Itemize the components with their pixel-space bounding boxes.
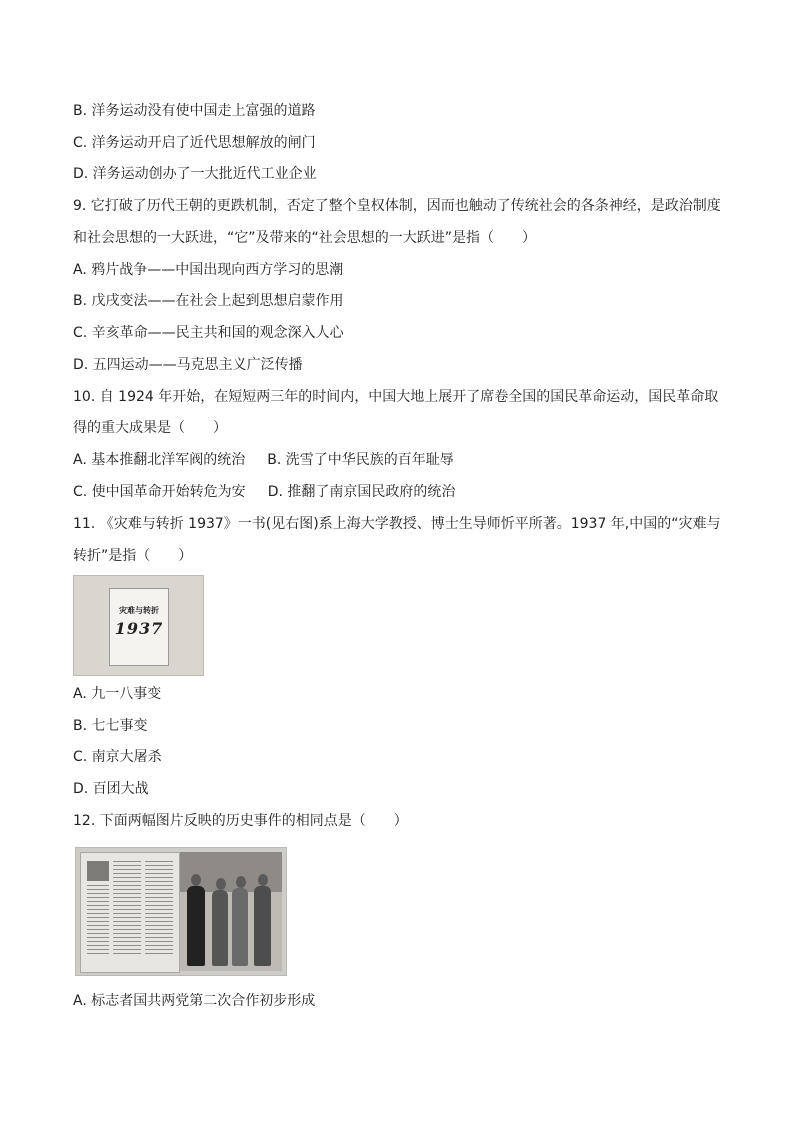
book-title: 灾难与转折 [119,605,159,615]
q9-stem-line2: 和社会思想的一大跃进，“它”及带来的“社会思想的一大跃进”是指（ ） [73,230,537,246]
q11-option-b: B. 七七事变 [73,718,148,734]
q9-option-c: C. 辛亥革命——民主共和国的观念深入人心 [73,325,344,341]
q11-option-d: D. 百团大战 [73,781,149,797]
q10-stem-line2: 得的重大成果是（ ） [73,420,227,436]
book-cover [109,588,169,666]
q10-option-d: D. 推翻了南京国民政府的统治 [267,484,456,500]
q8-option-c: C. 洋务运动开启了近代思想解放的闸门 [73,135,316,151]
q12-option-a: A. 标志者国共两党第二次合作初步形成 [73,993,316,1009]
q10-options-row1 [73,452,454,468]
q12-photos [75,847,287,976]
newspaper-photo [80,852,180,973]
book-cover-photo [73,575,204,676]
group-photo [180,852,282,971]
q8-option-d: D. 洋务运动创办了一大批近代工业企业 [73,166,317,182]
q10-option-a: A. 基本推翻北洋军阀的统治 [73,452,246,468]
q9-option-b: B. 戊戌变法——在社会上起到思想启蒙作用 [73,293,344,309]
q12-stem: 12. 下面两幅图片反映的历史事件的相同点是（ ） [73,813,408,829]
q10-options-row2 [73,484,455,500]
q8-option-b: B. 洋务运动没有使中国走上富强的道路 [73,103,316,119]
book-year: 1937 [114,619,164,638]
q9-option-d: D. 五四运动——马克思主义广泛传播 [73,357,303,373]
q10-stem-line1: 10. 自 1924 年开始，在短短两三年的时间内，中国大地上展开了席卷全国的国民革命运动，国民革命取 [73,389,719,405]
q10-option-b: B. 洗雪了中华民族的百年耻辱 [267,452,454,468]
q11-stem-line1: 11. 《灾难与转折 1937》一书(见右图)系上海大学教授、博士生导师忻平所著。1937 年,中国的“灾难与 [73,516,721,532]
q11-option-c: C. 南京大屠杀 [73,749,162,765]
q11-option-a: A. 九一八事变 [73,686,162,702]
q9-option-a: A. 鸦片战争——中国出现向西方学习的思潮 [73,262,344,278]
q10-option-c: C. 使中国革命开始转危为安 [73,484,246,500]
q11-stem-line2: 转折”是指（ ） [73,548,193,564]
q9-stem-line1: 9. 它打破了历代王朝的更跌机制，否定了整个皇权体制，因而也触动了传统社会的各条神经，是政治制度 [73,198,721,214]
